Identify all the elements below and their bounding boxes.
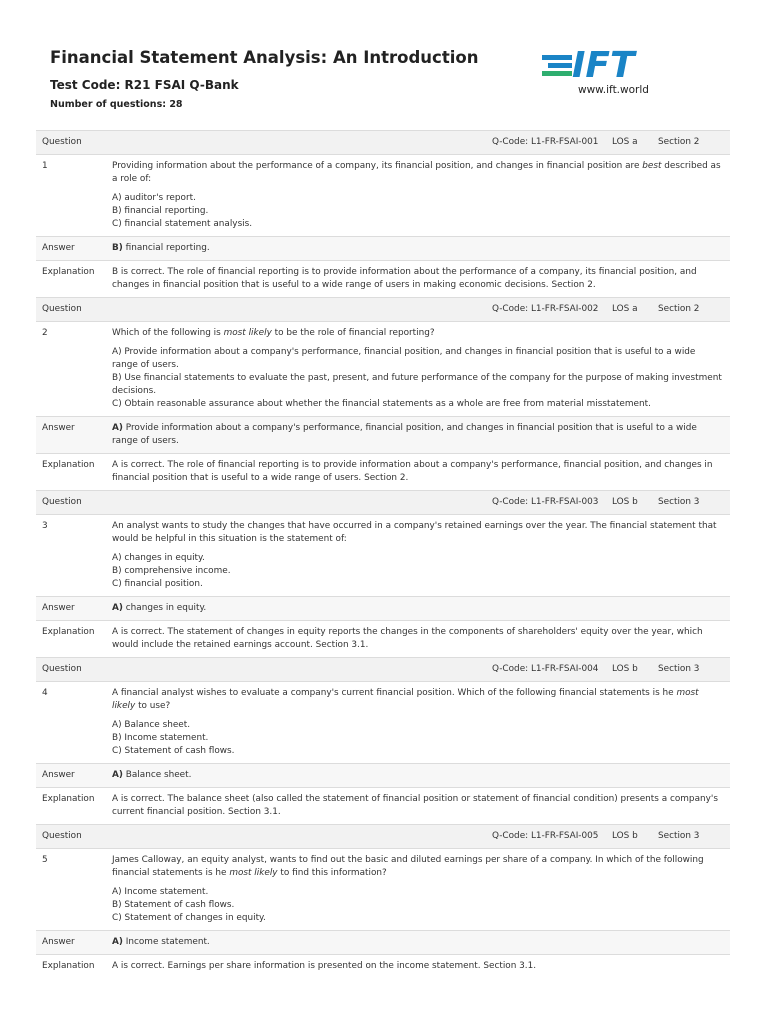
- question-body-row: [36, 848, 730, 930]
- q-code: Q-Code: L1-FR-FSAI-001: [492, 137, 599, 147]
- question-label: Question: [42, 831, 82, 841]
- answer-text: Income statement.: [122, 937, 210, 947]
- answer-option: C) Statement of cash flows.: [112, 746, 235, 756]
- question-body-row: [36, 514, 730, 596]
- question-header-row: [36, 297, 730, 321]
- logo-url: www.ift.world: [578, 84, 649, 96]
- answer-label: Answer: [42, 243, 75, 253]
- question-text-end: described as a role of:: [112, 161, 721, 184]
- answer-row: [36, 236, 730, 260]
- answer-content: [112, 597, 730, 620]
- question-number: 3: [42, 521, 48, 531]
- explanation-row: [36, 260, 730, 297]
- logo-lettering: IFT: [572, 45, 635, 86]
- q-code: Q-Code: L1-FR-FSAI-004: [492, 664, 599, 674]
- explanation-label: Explanation: [42, 267, 95, 277]
- answer-key: A): [112, 423, 123, 433]
- question-text-end: to find this information?: [277, 868, 387, 878]
- answer-text: Provide information about a company's performance, financial position, and changes in financial position that is useful to a wide range of users.: [112, 423, 697, 446]
- answer-option: A) auditor's report.: [112, 193, 196, 203]
- question-block: [36, 657, 730, 824]
- section-label: Section 3: [658, 831, 700, 841]
- explanation-text: B is correct. The role of financial reporting is to provide information about the performance of a company, its financial position, and changes in financial position that is useful to a wide range of users in making economic decisions. Section 2.: [112, 267, 697, 290]
- question-label: Question: [42, 664, 82, 674]
- explanation-label: Explanation: [42, 961, 95, 971]
- answer-content: [112, 764, 730, 787]
- answer-content: [112, 237, 730, 260]
- question-content: [112, 322, 730, 416]
- question-number: 1: [42, 161, 48, 171]
- answer-option: C) financial statement analysis.: [112, 219, 253, 229]
- answer-row: [36, 596, 730, 620]
- question-emphasis: most likely: [112, 688, 699, 711]
- answer-option: B) Use financial statements to evaluate the past, present, and future performance of the company for the purpose of making investment decisions.: [112, 373, 722, 396]
- question-text: [112, 687, 722, 713]
- answer-options: [112, 346, 722, 411]
- los-label: LOS b: [612, 831, 638, 841]
- question-text-start: Providing information about the performance of a company, its financial position, and changes in financial position are: [112, 161, 643, 171]
- question-content: [112, 515, 730, 596]
- answer-content: [112, 931, 730, 954]
- section-label: Section 3: [658, 664, 700, 674]
- question-text-start: An analyst wants to study the changes that have occurred in a company's retained earnings over the year. The financial statement that would be helpful in this situation is the statement of:: [112, 521, 717, 544]
- number-of-questions: Number of questions: 28: [50, 99, 183, 110]
- explanation-text: A is correct. The statement of changes in equity reports the changes in the components of shareholders' equity over the year, which would include the retained earnings account. Section 3.1.: [112, 627, 703, 650]
- question-emphasis: best: [642, 161, 662, 171]
- question-text-start: James Calloway, an equity analyst, wants to find out the basic and diluted earnings per share of a company. In which of the following financial statements is he: [112, 855, 704, 878]
- answer-options: [112, 886, 722, 925]
- answer-option: B) Statement of cash flows.: [112, 900, 235, 910]
- question-table: [36, 130, 730, 978]
- answer-option: B) Income statement.: [112, 733, 209, 743]
- question-content: [112, 682, 730, 763]
- answer-option: B) comprehensive income.: [112, 566, 231, 576]
- explanation-label: Explanation: [42, 460, 95, 470]
- explanation-row: [36, 453, 730, 490]
- explanation-label: Explanation: [42, 794, 95, 804]
- answer-option: A) Provide information about a company's performance, financial position, and changes in financial position that is useful to a wide range of users.: [112, 347, 696, 370]
- question-block: [36, 490, 730, 657]
- los-label: LOS a: [612, 304, 638, 314]
- q-code: Q-Code: L1-FR-FSAI-003: [492, 497, 599, 507]
- answer-options: [112, 192, 722, 231]
- question-body-row: [36, 154, 730, 236]
- answer-key: A): [112, 770, 123, 780]
- question-block: [36, 297, 730, 490]
- question-label: Question: [42, 497, 82, 507]
- answer-option: A) Balance sheet.: [112, 720, 191, 730]
- explanation-row: [36, 954, 730, 978]
- question-text-start: Which of the following is: [112, 328, 224, 338]
- question-text: [112, 854, 722, 880]
- los-label: LOS a: [612, 137, 638, 147]
- question-text-end: to be the role of financial reporting?: [271, 328, 435, 338]
- answer-options: [112, 552, 722, 591]
- answer-option: C) financial position.: [112, 579, 203, 589]
- answer-label: Answer: [42, 603, 75, 613]
- answer-row: [36, 763, 730, 787]
- question-content: [112, 849, 730, 930]
- los-label: LOS b: [612, 664, 638, 674]
- question-header-row: [36, 824, 730, 848]
- q-code: Q-Code: L1-FR-FSAI-005: [492, 831, 599, 841]
- question-block: [36, 824, 730, 978]
- explanation-row: [36, 787, 730, 824]
- question-emphasis: most likely: [223, 328, 272, 338]
- explanation-label: Explanation: [42, 627, 95, 637]
- answer-key: A): [112, 603, 123, 613]
- question-block: [36, 130, 730, 297]
- answer-option: C) Obtain reasonable assurance about whether the financial statements as a whole are free from material misstatement.: [112, 399, 651, 409]
- answer-label: Answer: [42, 937, 75, 947]
- answer-label: Answer: [42, 423, 75, 433]
- question-content: [112, 155, 730, 236]
- explanation-text: A is correct. The balance sheet (also called the statement of financial position or statement of financial condition) presents a company's current financial position. Section 3.1.: [112, 794, 718, 817]
- answer-text: Balance sheet.: [122, 770, 192, 780]
- answer-text: financial reporting.: [122, 243, 210, 253]
- answer-text: changes in equity.: [122, 603, 207, 613]
- question-header-row: [36, 490, 730, 514]
- section-label: Section 2: [658, 304, 700, 314]
- section-label: Section 3: [658, 497, 700, 507]
- explanation-text: A is correct. The role of financial reporting is to provide information about a company's performance, financial position, and changes in financial position that is useful to a wide range of users. Section 2.: [112, 460, 713, 483]
- question-body-row: [36, 321, 730, 416]
- test-code: Test Code: R21 FSAI Q-Bank: [50, 78, 239, 92]
- answer-option: B) financial reporting.: [112, 206, 209, 216]
- answer-option: A) changes in equity.: [112, 553, 205, 563]
- question-emphasis: most likely: [229, 868, 278, 878]
- question-number: 5: [42, 855, 48, 865]
- los-label: LOS b: [612, 497, 638, 507]
- explanation-text: A is correct. Earnings per share information is presented on the income statement. Section 3.1.: [112, 961, 537, 971]
- question-label: Question: [42, 137, 82, 147]
- answer-options: [112, 719, 722, 758]
- answer-content: [112, 417, 730, 453]
- question-number: 4: [42, 688, 48, 698]
- answer-row: [36, 416, 730, 453]
- document-title: Financial Statement Analysis: An Introduction: [50, 48, 479, 67]
- answer-row: [36, 930, 730, 954]
- answer-label: Answer: [42, 770, 75, 780]
- question-text: [112, 327, 722, 340]
- section-label: Section 2: [658, 137, 700, 147]
- question-text-end: to use?: [135, 701, 171, 711]
- question-text: [112, 160, 722, 186]
- explanation-row: [36, 620, 730, 657]
- answer-option: A) Income statement.: [112, 887, 209, 897]
- answer-option: C) Statement of changes in equity.: [112, 913, 266, 923]
- answer-key: B): [112, 243, 123, 253]
- question-body-row: [36, 681, 730, 763]
- question-number: 2: [42, 328, 48, 338]
- question-text: [112, 520, 722, 546]
- question-label: Question: [42, 304, 82, 314]
- question-header-row: [36, 657, 730, 681]
- question-text-start: A financial analyst wishes to evaluate a company's current financial position. Which of the following financial statements is he: [112, 688, 677, 698]
- q-code: Q-Code: L1-FR-FSAI-002: [492, 304, 599, 314]
- question-header-row: [36, 130, 730, 154]
- answer-key: A): [112, 937, 123, 947]
